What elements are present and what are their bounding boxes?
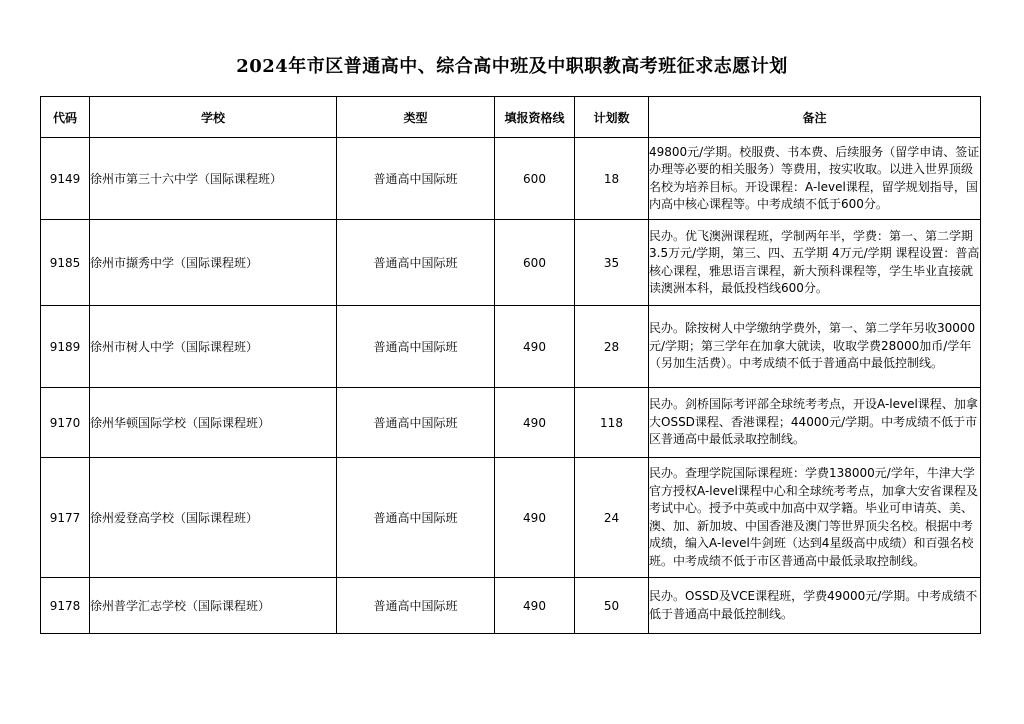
cell-remarks: 民办。查理学院国际课程班：学费138000元/学年，牛津大学官方授权A-level课程中心和全球统考考点，加拿大安省课程及考试中心。授予中英或中加高中双学籍。毕业可申请英、美、澳、加、新加坡、中国香港及澳门等世界顶尖名校。根据中考成绩，编入A-level牛剑班（达到4星级高中成绩）和百强名校班。中考成绩不低于市区普通高中最低录取控制线。: [649, 458, 981, 578]
table-row: [41, 306, 981, 388]
cell-score-line: 600: [495, 138, 575, 220]
header-type: 类型: [337, 97, 495, 138]
cell-code: 9189: [41, 306, 90, 388]
table-row: [41, 388, 981, 458]
cell-school: 徐州爱登高学校（国际课程班）: [90, 458, 337, 578]
enrollment-plan-table: [40, 96, 981, 634]
cell-type: 普通高中国际班: [337, 220, 495, 306]
cell-plan-count: 28: [575, 306, 649, 388]
cell-plan-count: 35: [575, 220, 649, 306]
cell-school: 徐州普学汇志学校（国际课程班）: [90, 578, 337, 634]
cell-score-line: 490: [495, 388, 575, 458]
cell-school: 徐州市撷秀中学（国际课程班）: [90, 220, 337, 306]
cell-plan-count: 18: [575, 138, 649, 220]
cell-plan-count: 24: [575, 458, 649, 578]
cell-score-line: 490: [495, 458, 575, 578]
cell-type: 普通高中国际班: [337, 458, 495, 578]
cell-score-line: 490: [495, 578, 575, 634]
table-row: [41, 138, 981, 220]
table-row: [41, 220, 981, 306]
cell-school: 徐州市树人中学（国际课程班）: [90, 306, 337, 388]
cell-school: 徐州市第三十六中学（国际课程班）: [90, 138, 337, 220]
cell-code: 9185: [41, 220, 90, 306]
cell-type: 普通高中国际班: [337, 138, 495, 220]
cell-remarks: 民办。除按树人中学缴纳学费外，第一、第二学年另收30000元/学期；第三学年在加拿大就读，收取学费28000加币/学年（另加生活费）。中考成绩不低于普通高中最低控制线。: [649, 306, 981, 388]
header-plan-count: 计划数: [575, 97, 649, 138]
cell-score-line: 600: [495, 220, 575, 306]
table-row: [41, 458, 981, 578]
header-school: 学校: [90, 97, 337, 138]
header-remarks: 备注: [649, 97, 981, 138]
cell-code: 9177: [41, 458, 90, 578]
header-row: [41, 97, 981, 138]
cell-code: 9149: [41, 138, 90, 220]
cell-plan-count: 50: [575, 578, 649, 634]
cell-remarks: 49800元/学期。校服费、书本费、后续服务（留学申请、签证办理等必要的相关服务）等费用，按实收取。以进入世界顶级名校为培养目标。开设课程：A-level课程，留学规划指导，国内高中核心课程等。中考成绩不低于600分。: [649, 138, 981, 220]
cell-score-line: 490: [495, 306, 575, 388]
cell-type: 普通高中国际班: [337, 578, 495, 634]
header-score-line: 填报资格线: [495, 97, 575, 138]
cell-remarks: 民办。OSSD及VCE课程班，学费49000元/学期。中考成绩不低于普通高中最低控制线。: [649, 578, 981, 634]
cell-plan-count: 118: [575, 388, 649, 458]
cell-remarks: 民办。优飞澳洲课程班，学制两年半，学费：第一、第二学期3.5万元/学期，第三、四、五学期 4万元/学期 课程设置：普高核心课程，雅思语言课程，新大预科课程等，学生毕业直接就读澳洲本科，最低投档线600分。: [649, 220, 981, 306]
cell-school: 徐州华顿国际学校（国际课程班）: [90, 388, 337, 458]
cell-code: 9170: [41, 388, 90, 458]
cell-type: 普通高中国际班: [337, 388, 495, 458]
cell-type: 普通高中国际班: [337, 306, 495, 388]
document-title: 2024年市区普通高中、综合高中班及中职职教高考班征求志愿计划: [236, 56, 788, 77]
cell-code: 9178: [41, 578, 90, 634]
table-row: [41, 578, 981, 634]
header-code: 代码: [41, 97, 90, 138]
cell-remarks: 民办。剑桥国际考评部全球统考考点，开设A-level课程、加拿大OSSD课程、香港课程；44000元/学期。中考成绩不低于市区普通高中最低录取控制线。: [649, 388, 981, 458]
